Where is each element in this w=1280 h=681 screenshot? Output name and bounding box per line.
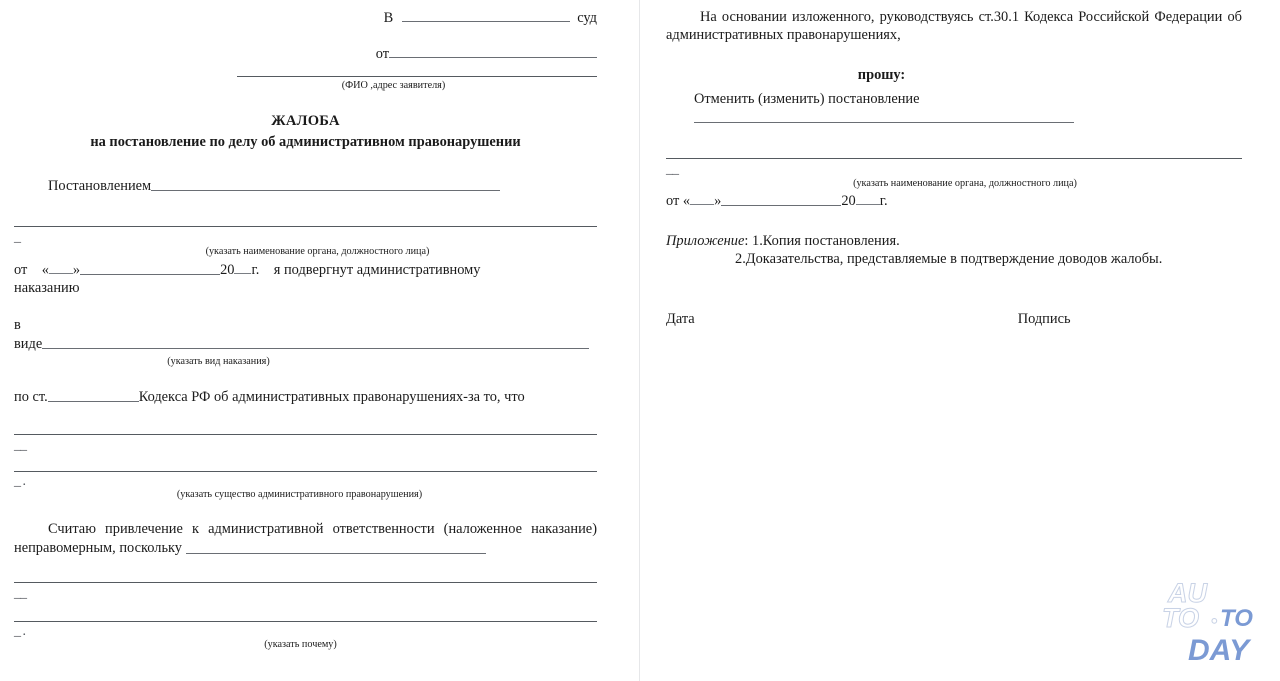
form-row <box>14 335 597 354</box>
date-quote-open: « <box>41 262 49 279</box>
date-prefix-right: от <box>666 192 680 209</box>
organ-hint-right: (указать наименование органа, должностного лица) <box>853 177 1077 189</box>
claim-text: Считаю привлечение к административной ответственности (наложенное наказание) неправомерным, поскольку <box>14 521 597 557</box>
attachment-item-1: 1.Копия постановления. <box>752 232 900 249</box>
court-suffix-label: суд <box>577 10 597 27</box>
organ-hint-left: (указать наименование органа, должностного лица) <box>205 245 430 257</box>
punishment-type-hint: (указать вид наказания) <box>167 355 270 367</box>
court-name-field[interactable] <box>402 8 570 22</box>
year-prefix-right: 20 <box>841 192 856 209</box>
decree-row <box>14 177 597 196</box>
date-quote-close-right: » <box>714 192 722 209</box>
month-field[interactable] <box>80 261 220 275</box>
watermark-line-to2: TO <box>1220 605 1253 632</box>
left-column <box>0 0 639 681</box>
document-title: ЖАЛОБА <box>271 112 340 129</box>
watermark-line-au: AU <box>1168 578 1207 608</box>
date-quote-open-right: « <box>682 192 691 209</box>
continuation-dash-3: _ . <box>14 474 25 490</box>
day-field[interactable] <box>49 265 73 274</box>
attachment-colon: : <box>744 232 749 249</box>
attachment-label: Приложение <box>666 232 745 249</box>
request-date-row <box>666 192 1242 211</box>
punishment-type-field[interactable] <box>42 335 589 349</box>
court-prefix-label: В <box>383 10 394 27</box>
document-subtitle: на постановление по делу об административном правонарушении <box>90 133 521 150</box>
punishment-word: наказанию <box>14 280 80 297</box>
article-label: по ст. <box>14 389 48 406</box>
from-label: от <box>375 46 389 63</box>
watermark-dot-icon: ● <box>1211 615 1218 627</box>
signature-row <box>666 311 1242 329</box>
signature-word: Подпись <box>1017 310 1071 327</box>
subjected-text: я подвергнут административному <box>273 262 481 279</box>
date-quote-close: » <box>72 262 81 279</box>
month-field-right[interactable] <box>721 192 841 206</box>
decree-field-1[interactable] <box>151 177 500 191</box>
applicant-field-1[interactable] <box>389 44 597 58</box>
request-label: Отменить (изменить) постановление <box>694 90 920 107</box>
right-column <box>640 0 1280 681</box>
watermark-line-to: TO <box>1162 603 1200 633</box>
claim-reason-field-1[interactable] <box>186 539 486 553</box>
request-decree-field-1[interactable] <box>694 108 1074 122</box>
year-suffix-right: г. <box>879 192 888 209</box>
in-word: в <box>14 316 21 333</box>
claim-paragraph <box>14 521 597 558</box>
article-number-field[interactable] <box>48 388 139 402</box>
attachment-item-2: 2.Доказательства, представляемые в подтверждение доводов жалобы. <box>735 250 1163 267</box>
day-field-right[interactable] <box>690 196 714 205</box>
continuation-dash-1: _ <box>14 229 20 245</box>
request-row <box>666 91 1242 128</box>
applicant-hint: (ФИО ,адрес заявителя) <box>341 80 446 92</box>
offence-hint: (указать существо административного правонарушения) <box>176 489 423 501</box>
basis-paragraph: На основании изложенного, руководствуясь ст.30.1 Кодекса Российской Федерации об административных правонарушениях, <box>666 9 1242 43</box>
form-label: виде <box>14 336 43 353</box>
continuation-dash-2: __ <box>14 438 26 454</box>
date-word: Дата <box>666 310 695 327</box>
attachment-row-1 <box>666 233 1242 251</box>
year-field-right[interactable] <box>856 196 880 205</box>
year-prefix: 20 <box>220 262 235 279</box>
year-field[interactable] <box>234 265 251 274</box>
court-row <box>14 8 597 27</box>
from-row <box>14 44 597 63</box>
continuation-dash-right: __ <box>666 161 678 177</box>
decree-date-row <box>14 261 597 280</box>
decree-label: Постановлением <box>48 177 152 194</box>
reason-hint: (указать почему) <box>264 639 337 651</box>
request-heading: прошу: <box>857 66 906 83</box>
continuation-dash-4: __ <box>14 586 26 602</box>
attachment-row-2 <box>666 251 1242 269</box>
code-text: Кодекса РФ об административных правонарушениях-за то, что <box>138 389 525 406</box>
watermark-line-day: DAY <box>1188 634 1250 667</box>
continuation-dash-5: _ . <box>14 624 25 640</box>
year-suffix: г. <box>251 262 260 279</box>
date-prefix-label: от <box>14 262 28 279</box>
article-row <box>14 388 597 407</box>
